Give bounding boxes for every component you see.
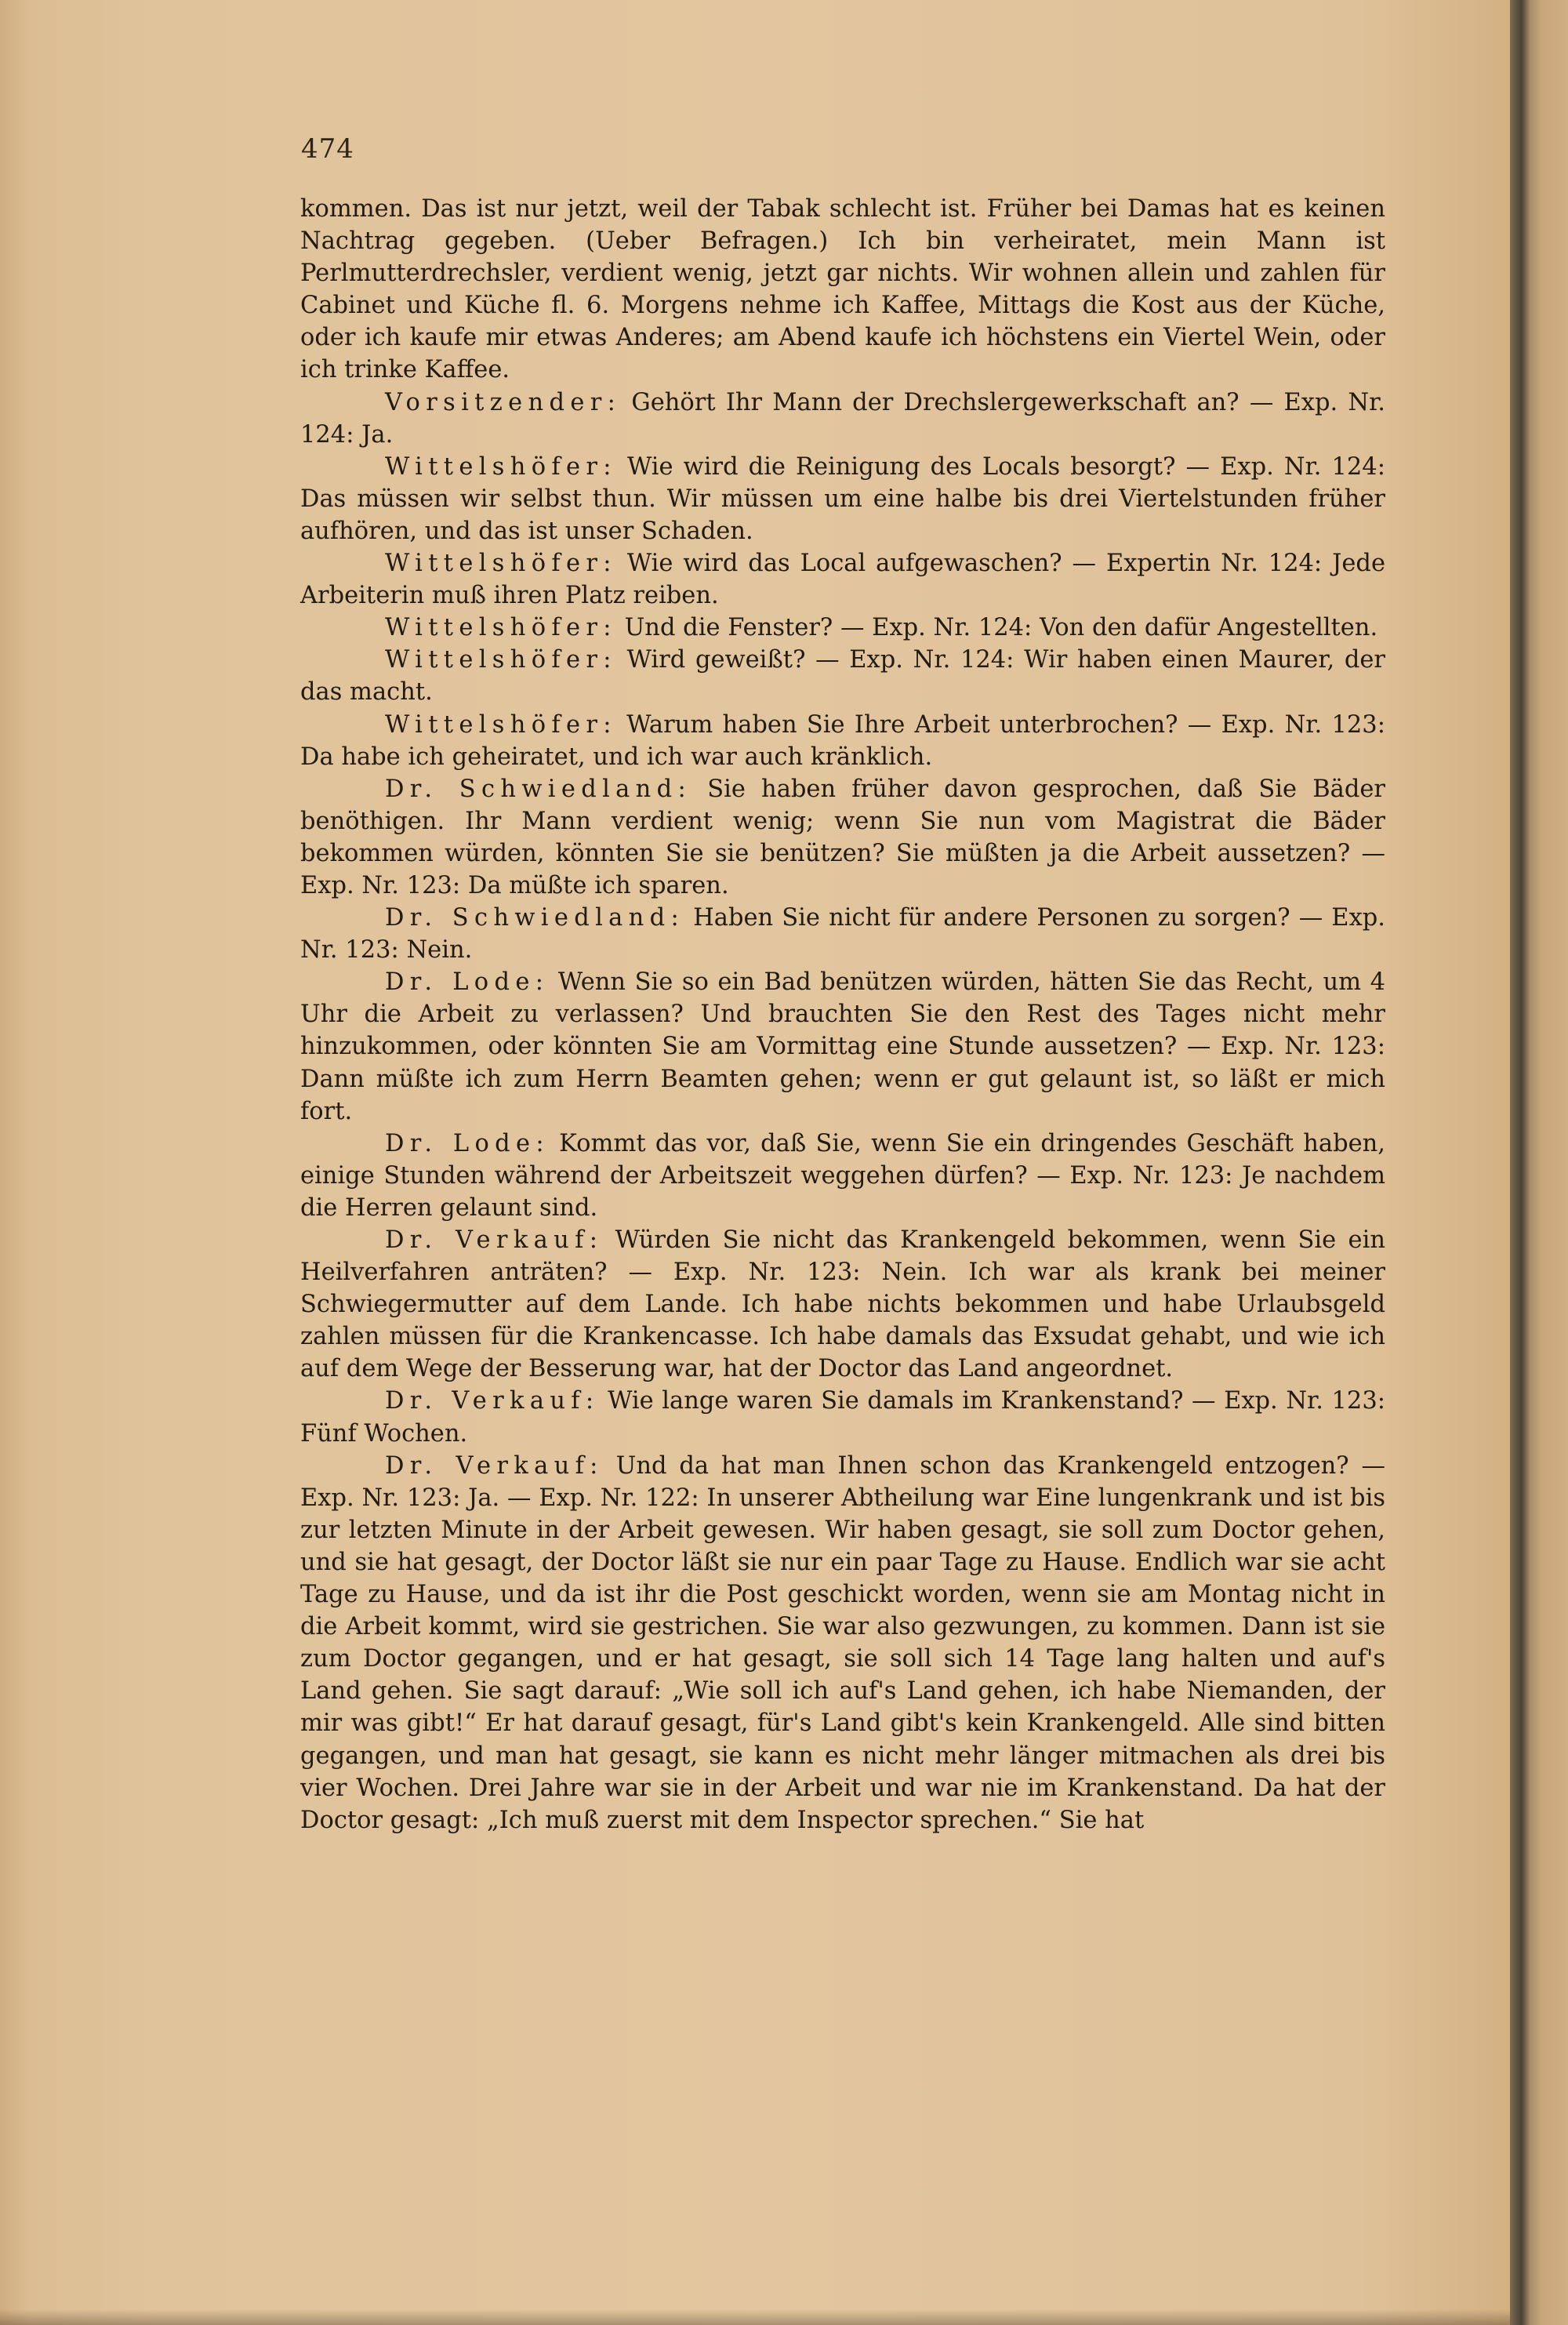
paragraph-text: Sie haben früher davon gesprochen, daß Sie Bäder benöthigen. Ihr Mann verdient wenig; wenn Sie nun vom Magistrat die Bäder bekommen würden, könnten Sie sie benützen? Sie müßten ja die Arbeit aussetzen? — Exp. Nr. 123: Da müßte ich sparen. (300, 775, 1385, 899)
body-text (300, 193, 1385, 1836)
paragraph-text: Würden Sie nicht das Krankengeld bekommen, wenn Sie ein Heilverfahren anträten? — Exp. Nr. 123: Nein. Ich war als krank bei meiner Schwiegermutter auf dem Lande. Ich habe nichts bekommen und habe Urlaubsgeld zahlen müssen für die Krankencasse. Ich habe damals das Exsudat gehabt, und wie ich auf dem Wege der Besserung war, hat der Doctor das Land angeordnet. (300, 1226, 1385, 1383)
paragraph-text: Kommt das vor, daß Sie, wenn Sie ein dringendes Geschäft haben, einige Stunden während der Arbeitszeit weggehen dürfen? — Exp. Nr. 123: Je nachdem die Herren gelaunt sind. (300, 1129, 1385, 1222)
paragraph (300, 644, 1385, 708)
paragraph (300, 1385, 1385, 1449)
paragraph (300, 902, 1385, 966)
speaker-name: Dr. Verkauf: (385, 1226, 604, 1254)
paragraph (300, 966, 1385, 1127)
paragraph-text: Wie wird das Local aufgewaschen? — Expertin Nr. 124: Jede Arbeiterin muß ihren Platz reiben. (300, 550, 1385, 610)
paragraph (300, 387, 1385, 451)
speaker-name: Dr. Lode: (385, 1129, 550, 1157)
speaker-name: Wittelshöfer: (385, 452, 617, 481)
paragraph-text: Wenn Sie so ein Bad benützen würden, hätten Sie das Recht, um 4 Uhr die Arbeit zu verlassen? Und brauchten Sie den Rest des Tages nicht mehr hinzukommen, oder könnten Sie am Vormittag eine Stunde aussetzen? — Exp. Nr. 123: Dann müßte ich zum Herrn Beamten gehen; wenn er gut gelaunt ist, so läßt er mich fort. (300, 968, 1385, 1125)
paragraph-text: Wird geweißt? — Exp. Nr. 124: Wir haben einen Maurer, der das macht. (300, 646, 1385, 707)
speaker-name: Dr. Verkauf: (385, 1451, 604, 1480)
paragraph-text: Wie lange waren Sie damals im Krankenstand? — Exp. Nr. 123: Fünf Wochen. (300, 1387, 1385, 1448)
speaker-name: Vorsitzender: (385, 388, 622, 416)
paragraph (300, 612, 1385, 644)
speaker-name: Dr. Lode: (385, 968, 550, 997)
speaker-name: Dr. Verkauf: (385, 1387, 600, 1415)
speaker-name: Wittelshöfer: (385, 614, 617, 642)
paragraph (300, 547, 1385, 612)
speaker-name: Wittelshöfer: (385, 550, 617, 578)
paragraph (300, 451, 1385, 547)
page-number: 474 (301, 133, 354, 165)
paragraph-text: Haben Sie nicht für andere Personen zu sorgen? — Exp. Nr. 123: Nein. (300, 904, 1385, 965)
paragraph-text: kommen. Das ist nur jetzt, weil der Tabak schlecht ist. Früher bei Damas hat es keinen Nachtrag gegeben. (Ueber Befragen.) Ich bin verheiratet, mein Mann ist Perlmutterdrechsler, verdient wenig, jetzt gar nichts. Wir wohnen allein und zahlen für Cabinet und Küche fl. 6. Morgens nehme ich Kaffee, Mittags die Kost aus der Küche, oder ich kaufe mir etwas Anderes; am Abend kaufe ich höchstens ein Viertel Wein, oder ich trinke Kaffee. (300, 195, 1385, 384)
paragraph-text: Wie wird die Reinigung des Locals besorgt? — Exp. Nr. 124: Das müssen wir selbst thun. Wir müssen um eine halbe bis drei Viertelstunden früher aufhören, und das ist unser Schaden. (300, 452, 1385, 545)
paragraph (300, 709, 1385, 773)
speaker-name: Dr. Schwiedland: (385, 775, 692, 803)
paragraph (300, 1128, 1385, 1224)
paragraph-text: Gehört Ihr Mann der Drechslergewerkschaft an? — Exp. Nr. 124: Ja. (300, 388, 1385, 449)
paragraph (300, 1224, 1385, 1385)
paragraph-text: Und die Fenster? — Exp. Nr. 124: Von den dafür Angestellten. (616, 614, 1378, 642)
paragraph-text: Warum haben Sie Ihre Arbeit unterbrochen? — Exp. Nr. 123: Da habe ich geheiratet, und ich war auch kränklich. (300, 710, 1385, 771)
paragraph-text: Und da hat man Ihnen schon das Krankengeld entzogen? — Exp. Nr. 123: Ja. — Exp. Nr. 122: In unserer Abtheilung war Eine lungenkrank und ist bis zur letzten Minute in der Arbeit gewesen. Wir haben gesagt, sie soll zum Doctor gehen, und sie hat gesagt, der Doctor läßt sie nur ein paar Tage zu Hause. Endlich war sie acht Tage zu Hause, und da ist ihr die Post geschickt worden, wenn sie am Montag nicht in die Arbeit kommt, wird sie gestrichen. Sie war also gezwungen, zu kommen. Dann ist sie zum Doctor gegangen, und er hat gesagt, sie soll sich 14 Tage lang halten und auf's Land gehen. Sie sagt darauf: „Wie soll ich auf's Land gehen, ich habe Niemanden, der mir was gibt!“ Er hat darauf gesagt, für's Land gibt's kein Krankengeld. Alle sind bitten gegangen, und man hat gesagt, sie kann es nicht mehr länger mitmachen als drei bis vier Wochen. Drei Jahre war sie in der Arbeit und war nie im Krankenstand. Da hat der Doctor gesagt: „Ich muß zuerst mit dem Inspector sprechen.“ Sie hat (300, 1451, 1385, 1834)
speaker-name: Dr. Schwiedland: (385, 904, 685, 932)
paragraph (300, 773, 1385, 902)
speaker-name: Wittelshöfer: (385, 646, 617, 674)
speaker-name: Wittelshöfer: (385, 710, 617, 739)
paragraph (300, 1450, 1385, 1836)
book-binding-edge (1510, 0, 1568, 2325)
paragraph (300, 193, 1385, 387)
page-bottom-shadow (0, 2309, 1510, 2325)
